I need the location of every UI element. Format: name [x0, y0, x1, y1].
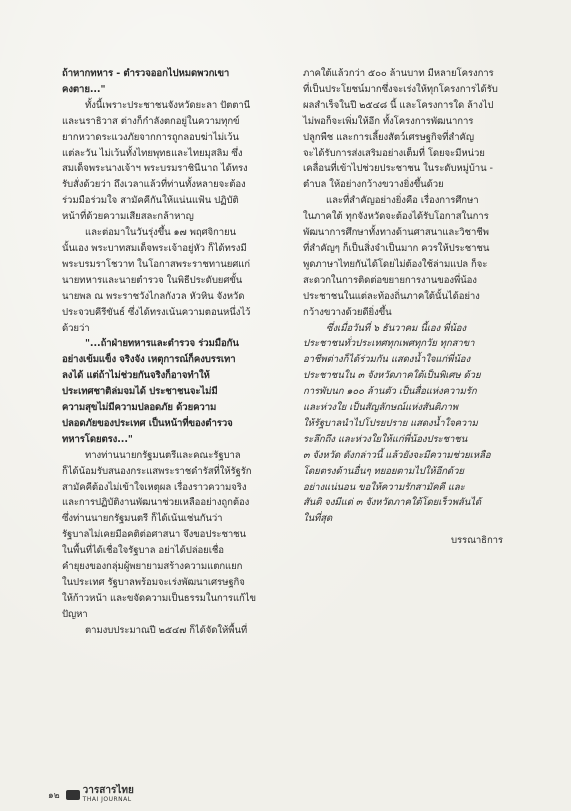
- journal-logo: [66, 786, 134, 804]
- page-footer: [48, 786, 134, 804]
- royal-quote: "...ถ้าฝ่ายทหารและตำรวจ ร่วมมือกัน อย่างเข้มแข็ง จริงจัง เหตุการณ์ก็คงบรรเทา ลงได้ แต่ถ้าไม่ช่วยกันจริงก็อาจทำให้ ประเทศชาติล่มจมได้ ประชาชนจะไม่มี ความสุขไม่มีความปลอดภัย ด้วยความ ปลอดภัยของประเทศ เป็นหน้าที่ของตำรวจ ทหารโดยตรง...": [62, 338, 239, 445]
- left-column: [62, 66, 294, 639]
- page-number: ๑๒: [48, 791, 60, 801]
- paragraph: ซึ่งเมื่อวันที่ ๖ ธันวาคม นี้เอง พี่น้อง ประชาชนทั่วประเทศทุกเพศทุกวัย ทุกสาขา อาชีพต่างก็ได้ร่วมกัน แสดงน้ำใจแก่พี่น้อง ประชาชนใน ๓ จังหวัดภาคใต้เป็นพิเศษ ด้วย การพับนก ๑๐๐ ล้านตัว เป็นสื่อแห่งความรัก และห่วงใย เป็นสัญลักษณ์แห่งสันติภาพ ให้รัฐบาลนำไปโปรยปราย แสดงน้ำใจความ ระลึกถึง และห่วงใยให้แก่พี่น้องประชาชน ๓ จังหวัด ดังกล่าวนี้ แล้วยังจะมีความช่วยเหลือ โดยตรงด้านอื่นๆ ทยอยตามไปให้อีกด้วย อย่างแน่นอน ขอให้ความรักสามัคคี และ สันติ จงมีแด่ ๓ จังหวัดภาคใต้โดยเร็วพลันได้ ในที่สุด: [303, 322, 491, 525]
- paragraph: ทางท่านนายกรัฐมนตรีและคณะรัฐบาล ก็ได้น้อมรับสนองกระแสพระราชดำรัสที่ให้รัฐรัก สามัคคีต้องไม่เข้าใจเหตุผล เรื่องราวความจริง และการปฏิบัติงานพัฒนาช่วยเหลืออย่างถูกต้อง ซึ่งท่านนายกรัฐมนตรี ก็ได้เน้นเช่นกันว่า รัฐบาลไม่เคยมีอคติต่อศาสนา จึงขอประชาชน ในพื้นที่ได้เชื่อใจรัฐบาล อย่าได้ปล่อยเชื่อ คำยุยงของกลุ่มผู้พยายามสร้างความแตกแยก ในประเทศ รัฐบาลพร้อมจะเร่งพัฒนาเศรษฐกิจ ให้ก้าวหน้า และขจัดความเป็นธรรมในการแก้ไข ปัญหา: [62, 449, 256, 620]
- paragraph: ถ้าหากทหาร - ตำรวจออกไปหมดพวกเขา คงตาย...": [62, 68, 230, 95]
- logo-text: วารสารไทย: [82, 785, 134, 796]
- paragraph: และที่สำคัญอย่างยิ่งคือ เรื่องการศึกษา ในภาคใต้ ทุกจังหวัดจะต้องได้รับโอกาสในการ พัฒนาการศึกษาทั้งทางด้านศาสนาและวิชาชีพ ที่สำคัญๆ ก็เป็นสิ่งจำเป็นมาก ควรให้ประชาชน พูดภาษาไทยกันได้โดยไม่ต้องใช้ล่ามแปล ก็จะ สะดวกในการติดต่อขยายการงานของพี่น้อง ประชาชนในแต่ละท้องถิ่นภาคใต้นั้นได้อย่าง กว้างขวางด้วยดียิ่งขึ้น: [303, 195, 490, 318]
- logo-mark-icon: [66, 790, 80, 800]
- paragraph: ทั้งนี้เพราะประชาชนจังหวัดยะลา ปัตตานี และนราธิวาส ต่างก็กำลังตกอยู่ในความทุกข์ ยากหวาดระแวงภัยจากการถูกลอบฆ่าไม่เว้น แต่ละวัน ไม่เว้นทั้งไทยพุทธและไทยมุสลิม ซึ่ง สมเด็จพระนางเจ้าฯ พระบรมราชินีนาถ ได้ทรง รับสั่งด้วยว่า ถึงเวลาแล้วที่ท่านทั้งหลายจะต้อง ร่วมมือร่วมใจ สามัคคีกันให้แน่นแฟ้น ปฏิบัติ หน้าที่ด้วยความเสียสละกล้าหาญ: [62, 99, 251, 223]
- paragraph: และต่อมาในวันรุ่งขึ้น ๑๗ พฤศจิกายน นั้นเอง พระบาทสมเด็จพระเจ้าอยู่หัว ก็ได้ทรงมี พระบรมราโชวาท ในโอกาสพระราชทานยศแก่ นายทหารและนายตำรวจ ในพิธีประดับยศขั้น นายพล ณ พระราชวังไกลกังวล หัวหิน จังหวัด ประจวบคีรีขันธ์ ซึ่งได้ทรงเน้นความตอนหนึ่งไว้ ด้วยว่า: [62, 227, 251, 334]
- paragraph: ภาคใต้แล้วกว่า ๕๐๐ ล้านบาท มีหลายโครงการ ที่เป็นประโยชน์มากซึ่งจะเร่งให้ทุกโครงการได้รับ ผลสำเร็จในปี ๒๕๔๘ นี้ และโครงการใด ล้างไป ไม่พอก็จะเพิ่มให้อีก ทั้งโครงการพัฒนาการ ปลูกพืช และการเลี้ยงสัตว์เศรษฐกิจที่สำคัญ จะได้รับการส่งเสริมอย่างเต็มที่ โดยจะมีหน่วย เคลื่อนที่เข้าไปช่วยประชาชน ในระดับหมู่บ้าน - ตำบล ให้อย่างกว้างขวางยิ่งขึ้นด้วย: [303, 68, 498, 191]
- paragraph: ตามงบประมาณปี ๒๕๔๗ ก็ได้จัดให้พื้นที่: [85, 624, 248, 636]
- logo-subtext: THAI JOURNAL: [82, 796, 132, 803]
- right-column: [303, 66, 535, 549]
- editor-signature: บรรณาธิการ: [451, 535, 503, 547]
